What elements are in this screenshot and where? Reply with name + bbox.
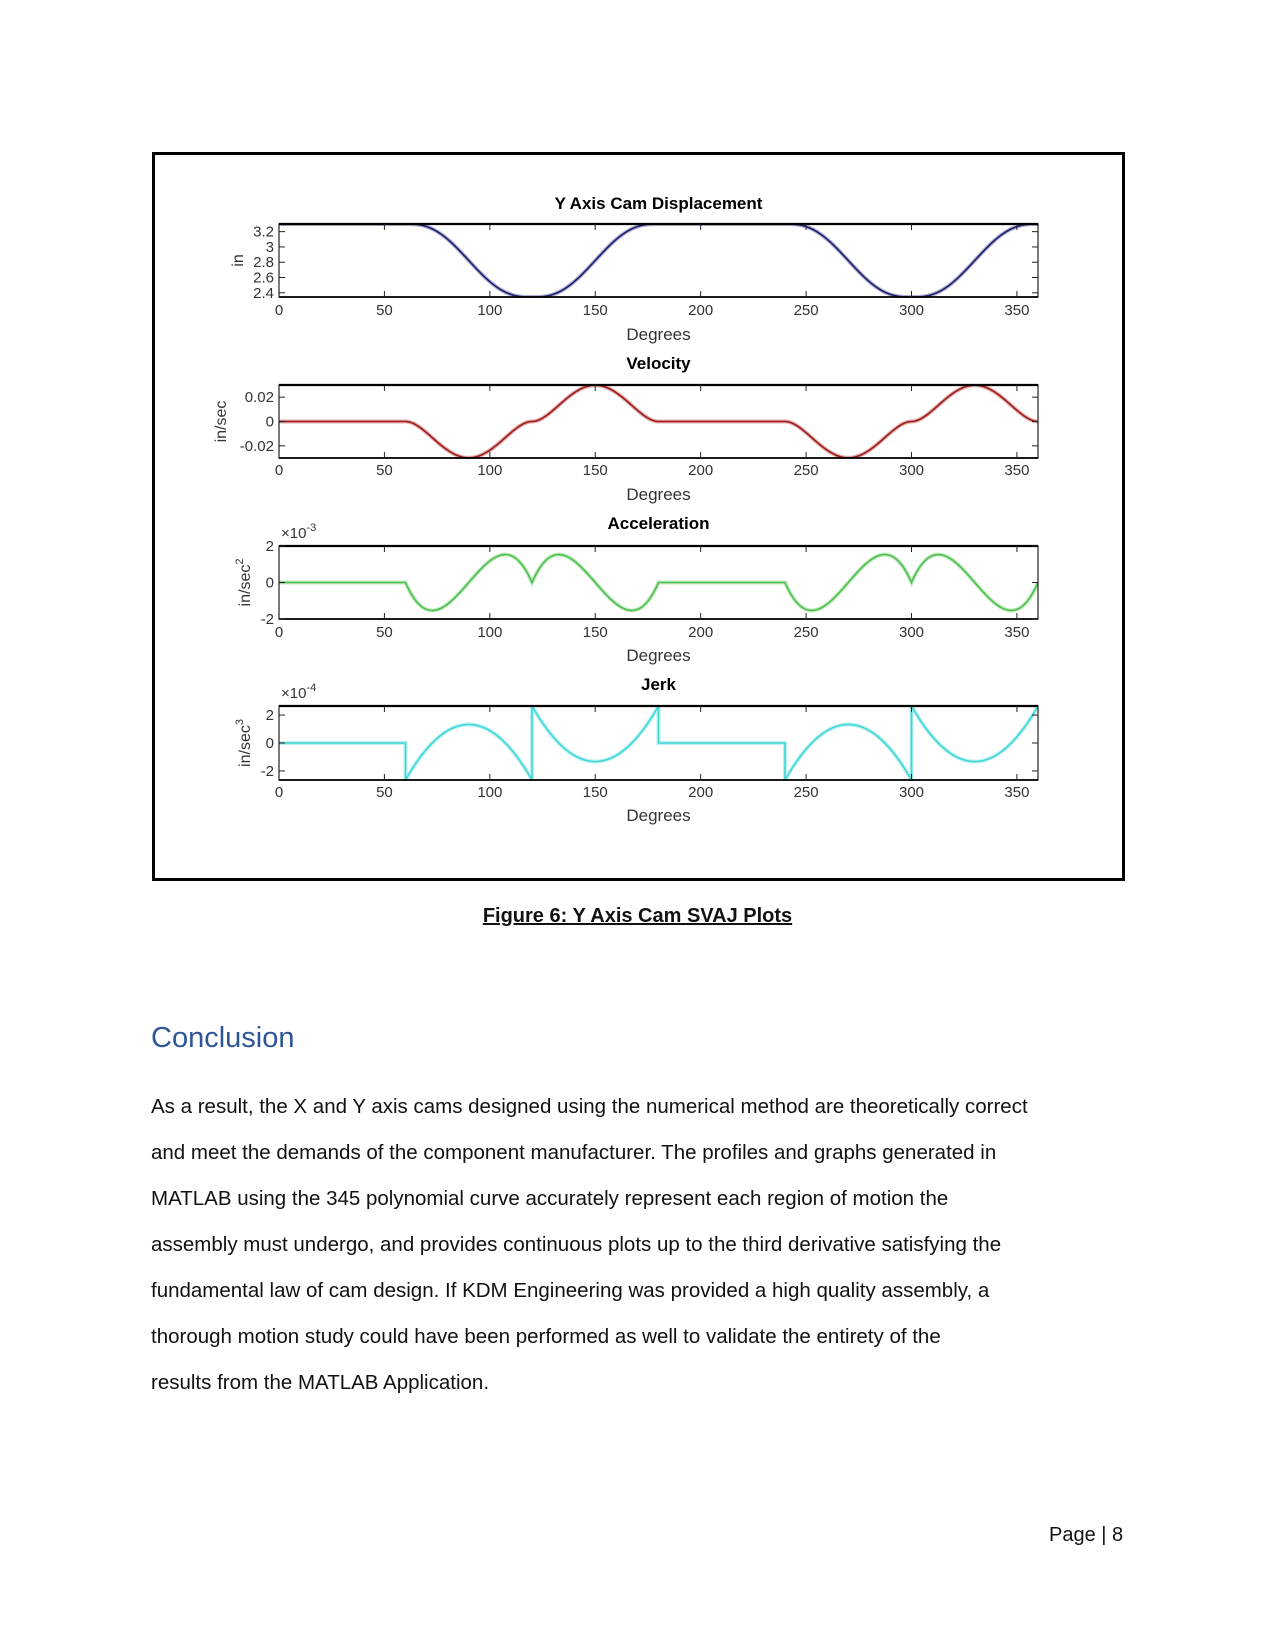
page-number: Page | 8 <box>1049 1524 1124 1546</box>
paragraph-line: thorough motion study could have been performed as well to validate the entirety of the <box>151 1325 941 1348</box>
y-axis-label <box>234 719 254 767</box>
x-axis-label: Degrees <box>626 485 691 504</box>
x-tick-label: 100 <box>477 784 503 801</box>
y-tick-label: 2.4 <box>253 284 274 302</box>
subplot-j <box>234 675 1038 825</box>
series-line-s <box>279 224 1038 297</box>
paragraph-line: fundamental law of cam design. If KDM Engineering was provided a high quality assembly, a <box>151 1279 990 1302</box>
section-heading-conclusion: Conclusion <box>151 1022 295 1054</box>
x-tick-label: 300 <box>898 784 925 801</box>
y-tick-label: 2.8 <box>253 254 274 272</box>
y-tick-label: 3 <box>265 238 274 256</box>
x-tick-label: 300 <box>898 624 925 641</box>
y-tick-label: 0 <box>265 413 274 431</box>
x-tick-label: 0 <box>274 302 284 319</box>
x-axis-label: Degrees <box>626 325 691 344</box>
x-tick-label: 100 <box>477 462 503 479</box>
paragraph-line: assembly must undergo, and provides continuous plots up to the third derivative satisfying the <box>151 1233 1002 1256</box>
subplot-a <box>234 514 1038 665</box>
exponent-base: ×10 <box>281 685 307 702</box>
x-tick-label: 0 <box>274 462 284 479</box>
x-tick-label: 0 <box>274 624 284 641</box>
x-tick-label: 300 <box>898 462 925 479</box>
y-axis-label <box>230 254 247 266</box>
paragraph-line: and meet the demands of the component manufacturer. The profiles and graphs generated in <box>151 1141 997 1164</box>
x-tick-label: 200 <box>688 784 714 801</box>
exponent-base: ×10 <box>281 525 307 542</box>
exponent-power: -4 <box>306 682 317 694</box>
figure-caption: Figure 6: Y Axis Cam SVAJ Plots <box>482 905 793 927</box>
x-tick-label: 250 <box>793 784 819 801</box>
x-tick-label: 250 <box>793 624 819 641</box>
y-axis-label <box>213 401 230 443</box>
x-tick-label: 50 <box>376 462 393 479</box>
y-axis-label-text: in/sec <box>213 400 230 443</box>
subplot-title: Jerk <box>641 675 676 694</box>
x-tick-label: 200 <box>688 624 714 641</box>
y-tick-label: 0 <box>265 574 274 592</box>
x-tick-label: 200 <box>688 462 714 479</box>
conclusion-paragraph <box>151 1084 1028 1406</box>
x-tick-label: 50 <box>376 624 393 641</box>
y-axis-label-exponent: 3 <box>234 719 246 726</box>
x-tick-label: 150 <box>582 624 608 641</box>
y-tick-label: 0 <box>265 735 274 752</box>
paragraph-line: MATLAB using the 345 polynomial curve accurately represent each region of motion the <box>151 1187 949 1210</box>
y-tick-label: -2 <box>260 762 274 780</box>
axes-box <box>279 224 1038 297</box>
x-tick-label: 0 <box>274 784 284 801</box>
subplot-title: Y Axis Cam Displacement <box>554 194 763 213</box>
y-tick-label: 0.02 <box>244 389 274 407</box>
y-axis-label-text: in/sec <box>237 564 254 607</box>
axis-exponent-label <box>281 682 316 702</box>
y-tick-label: -2 <box>260 611 274 628</box>
x-tick-label: 50 <box>376 302 393 319</box>
y-axis-label-exponent: 2 <box>234 558 246 565</box>
x-tick-label: 200 <box>688 302 714 319</box>
x-tick-label: 350 <box>1004 462 1030 479</box>
y-tick-label: 2 <box>265 707 274 725</box>
subplot-title: Velocity <box>626 354 691 373</box>
subplot-title: Acceleration <box>607 514 710 533</box>
y-tick-label: 3.2 <box>253 223 274 241</box>
y-axis-label <box>234 559 254 607</box>
y-tick-label: -0.02 <box>239 437 274 455</box>
x-tick-label: 250 <box>793 302 819 319</box>
x-axis-label: Degrees <box>626 806 691 825</box>
paragraph-line: results from the MATLAB Application. <box>151 1371 490 1394</box>
exponent-power: -3 <box>306 522 317 534</box>
y-tick-label: 2.6 <box>253 269 274 287</box>
x-tick-label: 350 <box>1004 302 1030 319</box>
x-tick-label: 150 <box>582 784 608 801</box>
y-axis-label-text: in <box>230 254 247 267</box>
series-line-v <box>279 385 1038 458</box>
subplot-s <box>230 194 1038 344</box>
x-tick-label: 50 <box>376 784 393 801</box>
x-axis-label: Degrees <box>626 646 691 665</box>
y-axis-label-text: in/sec <box>237 725 254 767</box>
x-tick-label: 350 <box>1004 624 1030 641</box>
paragraph-line: As a result, the X and Y axis cams designed using the numerical method are theoretically correct <box>151 1095 1028 1118</box>
x-tick-label: 100 <box>477 624 503 641</box>
series-line-j <box>279 706 1038 780</box>
x-tick-label: 350 <box>1004 784 1030 801</box>
axis-exponent-label <box>281 522 316 542</box>
x-tick-label: 250 <box>793 462 819 479</box>
x-tick-label: 300 <box>898 302 925 319</box>
x-tick-label: 100 <box>477 302 503 319</box>
subplot-v <box>213 354 1038 504</box>
x-tick-label: 150 <box>582 302 608 319</box>
series-line-halo <box>279 224 1038 297</box>
y-tick-label: 2 <box>265 538 274 555</box>
x-tick-label: 150 <box>582 462 608 479</box>
